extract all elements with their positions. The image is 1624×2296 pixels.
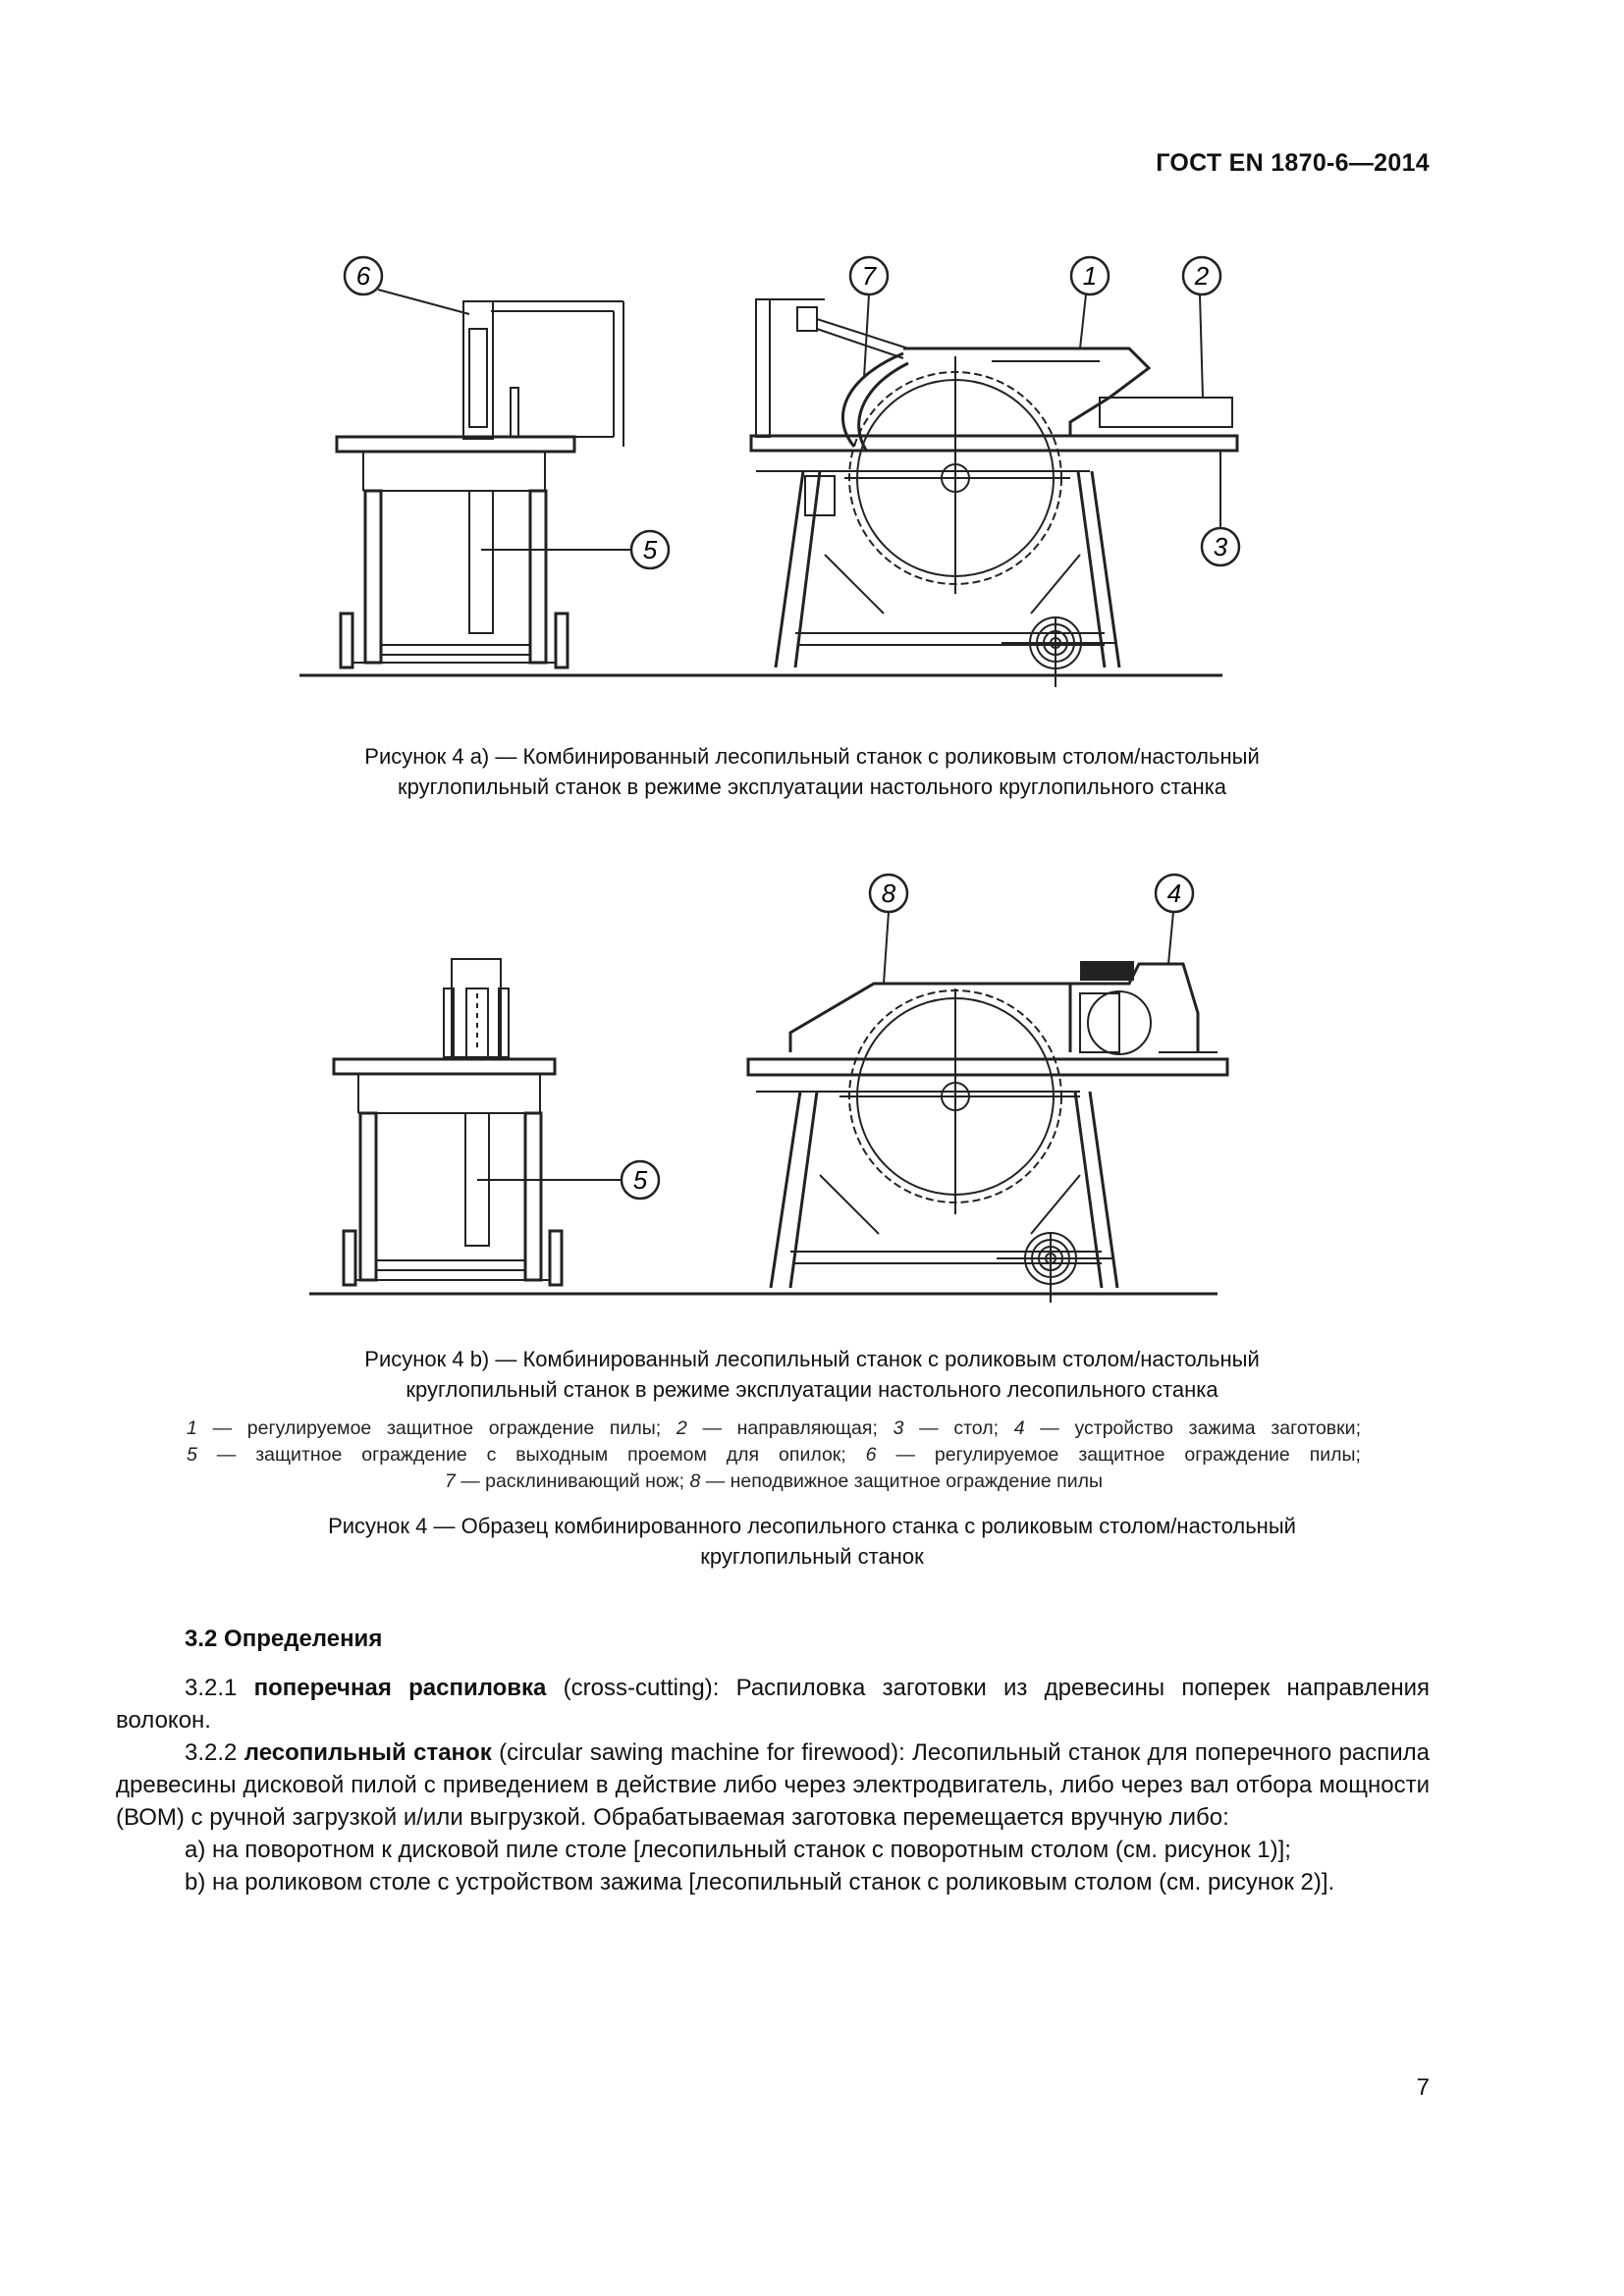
section-body <box>116 1672 1430 1898</box>
figure-4a-drawing <box>0 250 1624 697</box>
definition-text: (circular sawing machine for firewood): Лесопильный станок для поперечного распила древесины дисковой пилой с приведением в действие либо через электродвигатель, либо через вал отбора мощности (ВОМ) с ручной загрузкой и/или выгрузкой. Обрабатываемая заготовка перемещается вручную либо: <box>116 1739 1431 1831</box>
figure-4b-caption <box>0 1344 1624 1405</box>
callout-5-b <box>477 1161 659 1199</box>
legend-text: — устройство зажима заготовки; <box>1024 1417 1361 1439</box>
callout-6 <box>345 257 469 314</box>
definition-number: 3.2.2 <box>185 1739 244 1766</box>
callout-5 <box>481 531 669 568</box>
figure-4a-caption <box>0 741 1624 802</box>
figure-4b <box>0 866 1624 1308</box>
legend-num: 5 <box>187 1444 197 1466</box>
legend-text: — регулируемое защитное ограждение пилы; <box>196 1417 677 1439</box>
figure-4b-caption-line2: круглопильный станок в режиме эксплуатации настольного лесопильного станка <box>406 1377 1218 1402</box>
definition-3-2-1 <box>116 1672 1430 1736</box>
definition-term: лесопильный станок <box>244 1739 492 1766</box>
callout-8 <box>870 875 907 984</box>
legend-num: 6 <box>865 1444 877 1466</box>
legend-text: — направляющая; <box>686 1417 893 1439</box>
figure-4-caption-line2: круглопильный станок <box>700 1544 924 1569</box>
legend-num: 7 <box>444 1470 456 1492</box>
legend-line-3 <box>187 1468 1361 1495</box>
front-table-top-b <box>748 1059 1227 1075</box>
callout-7 <box>850 257 888 378</box>
list-item-text: b) на роликовом столе с устройством зажима [лесопильный станок с роликовым столом (см. рисунок 2)]. <box>185 1869 1335 1896</box>
document-id-header: ГОСТ EN 1870-6—2014 <box>1156 149 1430 177</box>
legend-num: 2 <box>676 1417 687 1439</box>
figure-4b-front-view <box>748 961 1227 1303</box>
side-table-top-b <box>334 1059 555 1074</box>
svg-text:1: 1 <box>1082 261 1098 291</box>
figure-legend <box>187 1415 1361 1495</box>
legend-text: — расклинивающий нож; <box>455 1470 690 1492</box>
legend-line-2 <box>187 1442 1361 1468</box>
callout-1 <box>1071 257 1109 348</box>
svg-text:4: 4 <box>1166 879 1182 908</box>
legend-text: — регулируемое защитное ограждение пилы; <box>876 1444 1361 1466</box>
front-table-top <box>751 436 1237 451</box>
figure-4a-caption-line1: Рисунок 4 а) — Комбинированный лесопильный станок с роликовым столом/настольный <box>364 744 1260 769</box>
legend-num: 4 <box>1013 1417 1025 1439</box>
svg-text:7: 7 <box>861 261 877 291</box>
figure-4-caption <box>0 1511 1624 1572</box>
page-number: 7 <box>1416 2074 1430 2101</box>
figure-4b-drawing <box>0 866 1624 1308</box>
figure-4a-caption-line2: круглопильный станок в режиме эксплуатации настольного круглопильного станка <box>397 774 1227 799</box>
list-item-a <box>116 1834 1430 1866</box>
definition-number: 3.2.1 <box>185 1675 254 1701</box>
legend-num: 1 <box>187 1417 197 1439</box>
figure-4-caption-line1: Рисунок 4 — Образец комбинированного лесопильного станка с роликовым столом/настольный <box>328 1514 1296 1538</box>
legend-num: 8 <box>689 1470 701 1492</box>
figure-4a-front-view <box>751 299 1237 687</box>
figure-4a-side-view <box>337 301 623 667</box>
figure-4b-side-view <box>334 959 562 1285</box>
legend-text: — неподвижное защитное ограждение пилы <box>700 1470 1103 1492</box>
list-item-text: a) на поворотном к дисковой пиле столе [лесопильный станок с поворотным столом (см. рисунок 1)]; <box>185 1837 1291 1863</box>
definition-text: (cross-cutting): Распиловка заготовки из древесины поперек направления волокон. <box>116 1675 1430 1734</box>
figure-4b-caption-line1: Рисунок 4 b) — Комбинированный лесопильный станок с роликовым столом/настольный <box>364 1347 1260 1371</box>
svg-text:5: 5 <box>642 535 658 564</box>
section-title: 3.2 Определения <box>185 1626 383 1652</box>
legend-line-1 <box>187 1415 1361 1442</box>
side-table-top <box>337 437 574 452</box>
svg-text:6: 6 <box>355 261 371 291</box>
legend-num: 3 <box>893 1417 904 1439</box>
legend-text: — стол; <box>903 1417 1014 1439</box>
callout-3 <box>1202 451 1239 565</box>
svg-text:3: 3 <box>1213 532 1228 561</box>
definition-3-2-2 <box>116 1736 1430 1834</box>
callout-2 <box>1183 257 1220 398</box>
figure-4a <box>0 250 1624 697</box>
svg-text:2: 2 <box>1194 261 1210 291</box>
list-item-b <box>116 1866 1430 1898</box>
callout-4 <box>1156 875 1193 964</box>
legend-text: — защитное ограждение с выходным проемом для опилок; <box>196 1444 866 1466</box>
definition-term: поперечная распиловка <box>253 1675 547 1701</box>
svg-text:5: 5 <box>632 1165 648 1195</box>
svg-text:8: 8 <box>881 879 896 908</box>
